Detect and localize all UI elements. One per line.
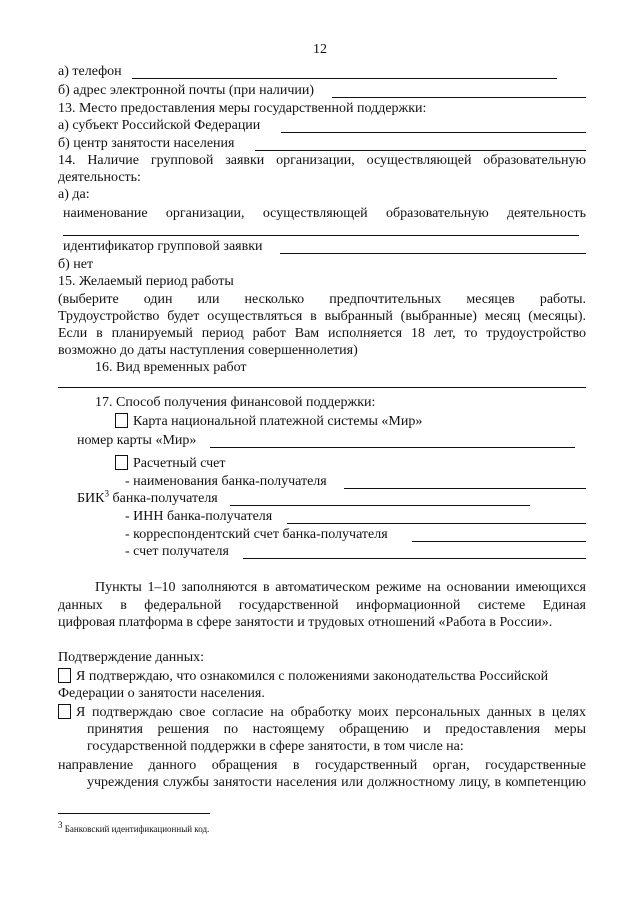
- confirm-consent-text-1: Я подтверждаю свое согласие на обработку моих персональных данных в целях: [76, 705, 586, 720]
- section-15-title: 15. Желаемый период работы: [58, 274, 234, 289]
- corr-account-label: - корреспондентский счет банка-получателя: [125, 527, 388, 542]
- auto-fill-note-3: цифровая платформа в сфере занятости и трудовых отношений «Работа в России».: [58, 615, 553, 630]
- email-field[interactable]: [332, 97, 586, 98]
- email-label: б) адрес электронной почты (при наличии): [58, 83, 315, 98]
- mir-card-checkbox[interactable]: [115, 413, 128, 428]
- confirm-law-text-1: Я подтверждаю, что ознакомился с положениями законодательства Российской: [76, 669, 549, 684]
- mir-card-label: Карта национальной платежной системы «Мир»: [133, 414, 423, 429]
- page-number: 12: [313, 42, 327, 57]
- section-14-title: 14. Наличие групповой заявки организации, осуществляющей образовательную: [58, 153, 586, 168]
- confirm-consent-text-2: принятия решения по настоящему обращению и предоставления меры: [87, 722, 586, 737]
- section-15-text-3: Если в планируемый период работ Вам исполняется 18 лет, то трудоустройство: [58, 326, 586, 341]
- confirmation-title: Подтверждение данных:: [58, 650, 205, 665]
- section-16-title: 16. Вид временных работ: [95, 360, 247, 375]
- confirm-consent-text-3: государственной поддержки в сфере занятости, в том числе на:: [87, 739, 464, 754]
- recipient-account-field[interactable]: [243, 558, 586, 559]
- confirm-consent-checkbox[interactable]: [58, 704, 71, 719]
- phone-field[interactable]: [132, 78, 557, 79]
- org-name-label: наименование организации, осуществляющей образовательную деятельность: [63, 206, 586, 221]
- mir-number-field[interactable]: [210, 447, 575, 448]
- auto-fill-note-1: Пункты 1–10 заполняются в автоматическом режиме на основании имеющихся: [95, 580, 586, 595]
- inn-field[interactable]: [287, 523, 586, 524]
- bik-field[interactable]: [230, 505, 530, 506]
- recipient-account-label: - счет получателя: [125, 544, 229, 559]
- confirm-law-text-2: Федерации о занятости населения.: [58, 686, 265, 701]
- corr-account-field[interactable]: [412, 541, 586, 542]
- employment-center-field[interactable]: [255, 150, 586, 151]
- footnote-divider: [58, 813, 210, 814]
- bank-name-field[interactable]: [344, 488, 586, 489]
- bik-label: БИК$^3$ банка-получателя: [77, 488, 218, 506]
- inn-label: - ИНН банка-получателя: [125, 509, 273, 524]
- group-id-field[interactable]: [280, 253, 586, 254]
- account-label: Расчетный счет: [133, 456, 226, 471]
- account-checkbox[interactable]: [115, 455, 128, 470]
- option-yes: а) да:: [58, 187, 90, 202]
- section-14-title-cont: деятельность:: [58, 170, 141, 185]
- phone-label: а) телефон: [58, 64, 122, 79]
- section-15-text-1: (выберите один или несколько предпочтительных месяцев работы.: [58, 292, 586, 307]
- bank-name-label: - наименования банка-получателя: [125, 474, 327, 489]
- direction-text-2: учреждения службы занятости населения или должностному лицу, в компетенцию: [87, 775, 586, 790]
- footnote: $^3$ Банковский идентификационный код.: [58, 820, 210, 834]
- confirm-law-checkbox[interactable]: [58, 668, 71, 683]
- section-17-title: 17. Способ получения финансовой поддержки:: [95, 395, 376, 410]
- org-name-field[interactable]: [63, 235, 579, 236]
- temporary-work-field[interactable]: [58, 387, 586, 388]
- section-15-text-2: Трудоустройство будет осуществляться в выбранный (выбранные) месяц (месяцы).: [58, 309, 586, 324]
- mir-number-label: номер карты «Мир»: [77, 433, 197, 448]
- region-field[interactable]: [281, 132, 586, 133]
- group-id-label: идентификатор групповой заявки: [63, 239, 263, 254]
- auto-fill-note-2: данных в федеральной государственной информационной системе Единая: [58, 598, 586, 613]
- direction-text-1: направление данного обращения в государственный орган, государственные: [58, 758, 586, 773]
- employment-center-label: б) центр занятости населения: [58, 136, 235, 151]
- option-no: б) нет: [58, 257, 94, 272]
- region-label: а) субъект Российской Федерации: [58, 118, 261, 133]
- section-15-text-4: возможно до даты наступления совершеннолетия): [58, 343, 358, 358]
- section-13-title: 13. Место предоставления меры государственной поддержки:: [58, 101, 427, 116]
